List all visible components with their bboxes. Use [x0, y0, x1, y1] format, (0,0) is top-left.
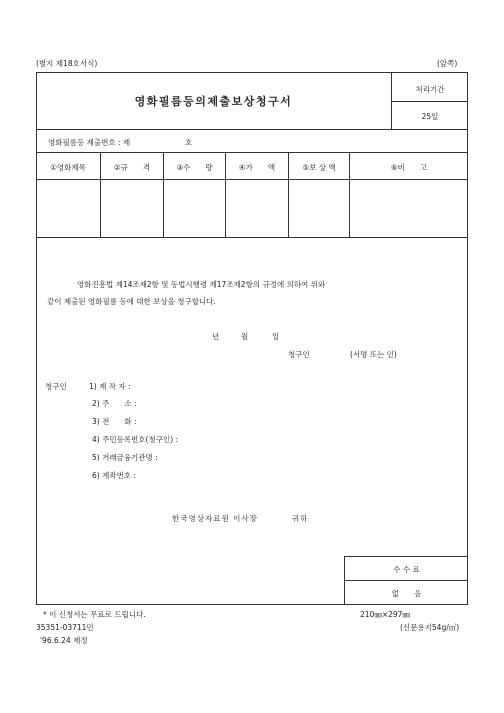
row-divider-1 [36, 129, 468, 130]
col-divider-5 [349, 152, 350, 237]
claimant-sign-label: 청구인 [288, 350, 310, 359]
date-day: 일 [272, 332, 280, 341]
claim-text-line-2: 같이 제출된 영화필름 등에 대한 보상을 청구합니다. [47, 297, 216, 306]
col-divider-4 [288, 152, 289, 237]
footer-date: '96.6.24 제정 [40, 636, 88, 645]
submission-number-suffix: 호 [185, 138, 193, 147]
form-title: 영화필름등의제출보상청구서 [134, 95, 293, 108]
submission-number-label: 영화필름등 제출번호 : 제 [48, 138, 131, 147]
claim-text-line-1: 영화진흥법 제14조제2항 및 동법시행령 제17조제2항의 규정에 의하여 위와 [77, 280, 326, 289]
col-film-title: ①영화제목 [50, 163, 86, 172]
col-divider-2 [163, 152, 164, 237]
claimant-sign-note: (서명 또는 인) [350, 350, 397, 359]
col-divider-3 [225, 152, 226, 237]
processing-divider [391, 101, 468, 102]
fee-value: 없 음 [391, 589, 422, 598]
fee-box-top [344, 556, 468, 557]
processing-value: 25일 [421, 112, 439, 121]
row-divider-4 [36, 237, 468, 238]
col-quantity: ③수 량 [176, 163, 213, 172]
col-value: ④가 액 [238, 163, 276, 172]
footer-code: 35351-03711민 [36, 623, 94, 632]
footer-paper: (신문용지54g/㎡) [400, 623, 460, 632]
footer-size: 210㎜×297㎜ [360, 610, 410, 619]
claimant-field-bank: 5) 거래금융기관명 : [92, 453, 158, 462]
date-year: 년 [212, 332, 220, 341]
col-specification: ②규 격 [113, 163, 151, 172]
processing-label: 처리기간 [415, 85, 445, 94]
recipient-suffix: 귀하 [292, 514, 309, 523]
claimant-field-account: 6) 계좌번호 : [92, 471, 136, 480]
claimant-field-phone: 3) 전 화 : [92, 417, 137, 426]
col-remarks: ⑥비 고 [390, 163, 428, 172]
claimant-field-address: 2) 주 소 : [92, 399, 137, 408]
claimant-field-producer: 1) 제 작 자 : [89, 382, 131, 391]
col-divider-1 [100, 152, 101, 237]
col-compensation: ⑤보 상 액 [302, 163, 336, 172]
footer-note: * 이 신청서는 무료로 드립니다. [43, 610, 146, 619]
fee-label: 수 수 료 [393, 565, 420, 574]
form-number: (별지 제18호서식) [36, 59, 98, 68]
date-month: 월 [241, 332, 249, 341]
claimant-field-id-number: 4) 주민등록번호(청구인) : [92, 435, 179, 444]
claimant-label: 청구인 [45, 382, 67, 391]
fee-box-divider [344, 580, 468, 581]
page-side: (앞쪽) [437, 59, 458, 68]
recipient-name: 한국영상자료원 이사장 [172, 514, 258, 523]
